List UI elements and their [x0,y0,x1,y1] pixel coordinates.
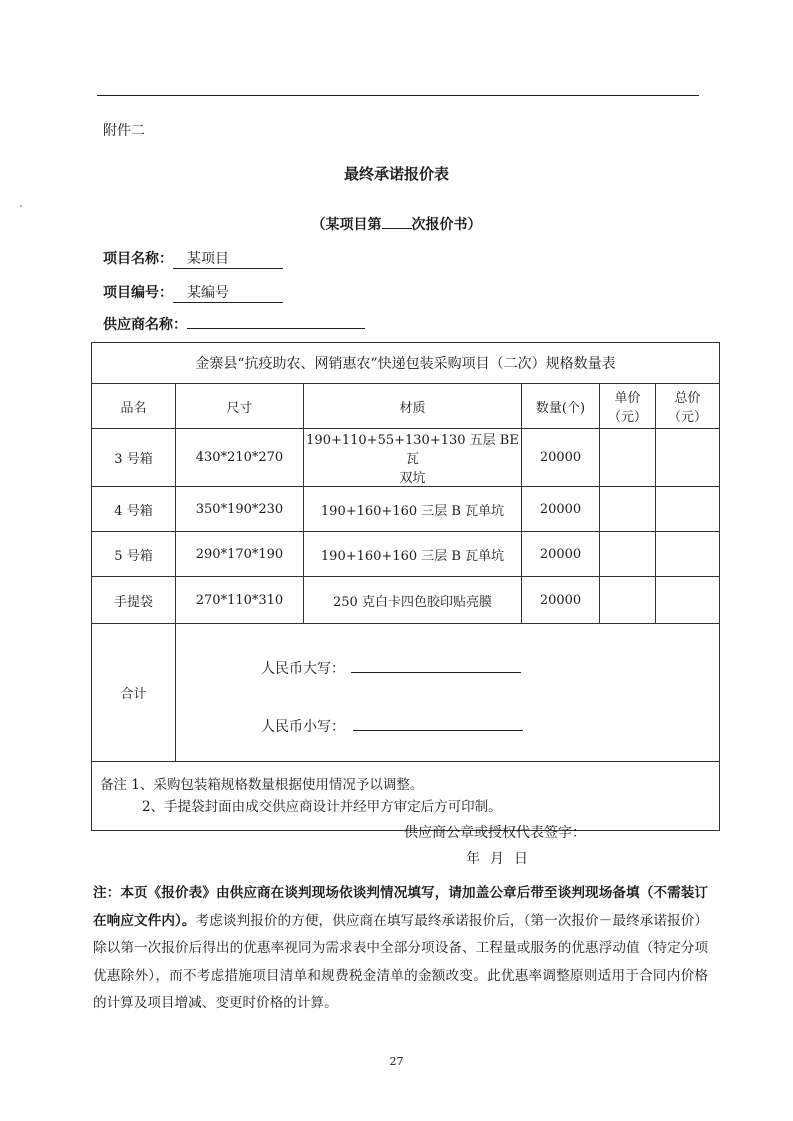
signature-label: 供应商公章或授权代表签字： [404,825,586,841]
row-name: 4 号箱 [92,487,176,532]
footnote-rest: 考虑谈判报价的方便，供应商在填写最终承诺报价后，（第一次报价－最终承诺报价）除以第一次报价后得出的优惠率视同为需求表中全部分项设备、工程量或服务的优惠浮动值（特定分项优惠除外），而不考虑措施项目清单和规费税金清单的金额改变。此优惠率调整原则适用于合同内价格的计算及项目增减、变更时价格的计算。 [93,912,709,1011]
scan-speck [20,205,22,207]
row-size: 290*170*190 [176,532,304,577]
notes-row [92,762,720,831]
notes-cell [92,762,720,831]
header-qty: 数量(个) [522,384,600,429]
row-material: 190+160+160 三层 B 瓦单坑 [304,487,522,532]
project-name-label: 项目名称： [103,251,173,267]
row-total-price-cell[interactable] [656,532,720,577]
row-unit-price-cell[interactable] [600,487,656,532]
row-qty: 20000 [522,429,600,487]
rmb-lower-line [261,716,719,736]
row-size: 270*110*310 [176,577,304,624]
page-title: 最终承诺报价表 [343,165,449,183]
supplier-label: 供应商名称： [103,317,187,333]
row-qty: 20000 [522,487,600,532]
subtitle-suffix: 次报价书） [411,217,482,233]
note-line-1: 备注 1、采购包装箱规格数量根据使用情况予以调整。 [100,777,424,793]
rmb-upper-label: 人民币大写： [261,661,345,677]
table-row [92,577,720,624]
table-header-row [92,384,720,429]
header-unit-price [600,384,656,429]
project-no-field [103,282,283,303]
row-name: 3 号箱 [92,429,176,487]
project-no-label: 项目编号： [103,285,173,301]
row-unit-price-cell[interactable] [600,532,656,577]
row-material: 250 克白卡四色胶印贴亮膜 [304,577,522,624]
row-material [304,429,522,487]
project-name-value[interactable]: 某项目 [173,248,283,269]
row-size: 430*210*270 [176,429,304,487]
table-caption: 金寨县“抗疫助农、网销惠农”快递包装采购项目（二次）规格数量表 [92,343,720,384]
supplier-value[interactable] [187,314,365,329]
header-unit-price-2: （元） [607,410,647,425]
row-total-price-cell[interactable] [656,577,720,624]
header-unit-price-1: 单价 [614,391,641,406]
row-qty: 20000 [522,532,600,577]
table-row [92,532,720,577]
rmb-lower-label: 人民币小写： [261,719,345,735]
row-name: 手提袋 [92,577,176,624]
row-size: 350*190*230 [176,487,304,532]
row-unit-price-cell[interactable] [600,429,656,487]
header-total-price-1: 总价 [674,391,701,406]
row-qty: 20000 [522,577,600,624]
table-row [92,429,720,487]
header-total-price [656,384,720,429]
project-no-value[interactable]: 某编号 [173,282,283,303]
table-row [92,487,720,532]
date-label: 年月日 [466,851,538,867]
header-name: 品名 [92,384,176,429]
project-name-field [103,248,283,269]
row-total-price-cell[interactable] [656,429,720,487]
supplier-field [103,314,365,334]
total-label: 合计 [92,624,176,762]
footnote-bold: 注：本页《报价表》由供应商在谈判现场依谈判情况填写，请加盖公章后带至谈判现场备填（不需装订在响应文件内）。 [93,885,708,929]
row-material-line-2: 双坑 [399,471,426,486]
rmb-upper-blank[interactable] [351,658,521,673]
rmb-lower-blank[interactable] [353,716,523,731]
annex-label: 附件二 [103,123,145,139]
footnote [93,880,708,1018]
subtitle-prefix: （某项目第 [311,217,382,233]
page-number: 27 [389,1055,404,1068]
total-amount-cell [176,624,720,762]
header-size: 尺寸 [176,384,304,429]
header-material: 材质 [304,384,522,429]
total-row [92,624,720,762]
row-total-price-cell[interactable] [656,487,720,532]
row-material: 190+160+160 三层 B 瓦单坑 [304,532,522,577]
round-blank[interactable] [382,214,412,229]
rmb-upper-line [261,658,719,678]
page-subtitle [0,214,793,234]
row-material-line-1: 190+110+55+130+130 五层 BE 瓦 [306,433,519,467]
header-total-price-2: （元） [668,410,708,425]
row-name: 5 号箱 [92,532,176,577]
header-rule [97,95,699,96]
row-unit-price-cell[interactable] [600,577,656,624]
quote-table [91,342,720,831]
note-line-2: 2、手提袋封面由成交供应商设计并经甲方审定后方可印制。 [142,799,502,815]
